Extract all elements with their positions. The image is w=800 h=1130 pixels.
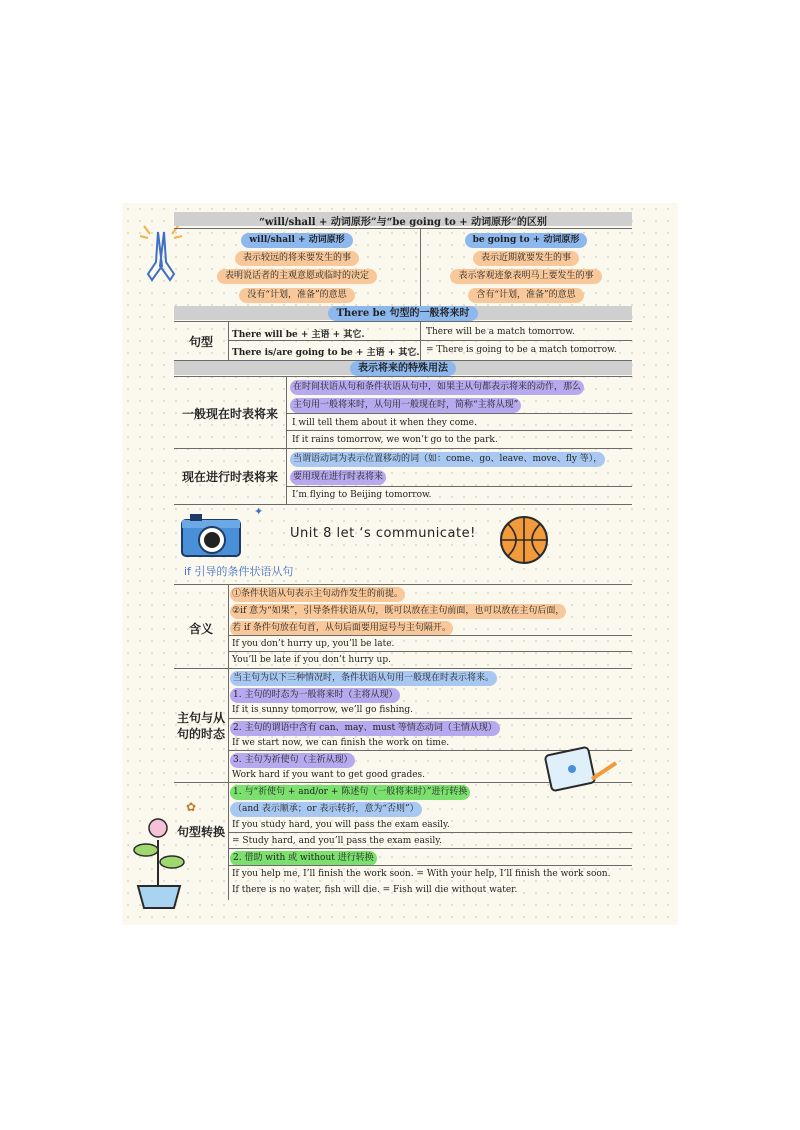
present-continuous-label: 现在进行时表将来 (181, 470, 278, 484)
meaning-line-1: ①条件状语从句表示主句动作发生的前提。 (230, 587, 405, 602)
present-continuous-example: I’m flying to Beijing tomorrow. (292, 490, 432, 500)
present-simple-rule-1: 在时间状语从句和条件状语从句中，如果主从句都表示将来的动作，那么 (290, 380, 584, 395)
meaning-line-2: ②if 意为“如果”，引导条件状语从句，既可以放在主句前面，也可以放在主句后面， (230, 604, 566, 619)
transform-example-1: If you study hard, you will pass the exam easily. (232, 820, 450, 830)
special-usage-title: 表示将来的特殊用法 (350, 361, 456, 376)
section-subtitle: if 引导的条件状语从句 (184, 565, 294, 578)
meaning-example-2: You’ll be late if you don’t hurry up. (232, 655, 391, 665)
present-continuous-rule-2: 要用现在进行时表将来 (290, 470, 386, 485)
going-row-2: 表示客观迹象表明马上要发生的事 (450, 269, 601, 284)
meaning-line-3: 若 if 条件句放在句首，从句后面要用逗号与主句隔开。 (230, 621, 453, 636)
meaning-label: 含义 (188, 622, 213, 636)
tense-intro: 当主句为以下三种情况时，条件状语从句用一般现在时表示将来。 (230, 671, 497, 686)
tablet-doodle-icon (542, 745, 620, 795)
transform-example-2: = Study hard, and you’ll pass the exam easily. (232, 836, 443, 846)
tense-label: 主句与从句的时态 (176, 711, 225, 741)
going-row-3: 含有“计划，准备”的意思 (468, 288, 583, 303)
comparison-title: “will/shall + 动词原形”与“be going to + 动词原形”的区别 (259, 217, 547, 228)
comparison-table (174, 210, 632, 305)
present-continuous-rule-1: 当谓语动词为表示位置移动的词（如：come、go、leave、move、fly 等）， (290, 452, 605, 467)
basketball-icon (498, 514, 550, 566)
pattern-1: There will be + 主语 + 其它. (232, 330, 365, 340)
tense-example-2: If we start now, we can finish the work on time. (232, 738, 450, 748)
tense-rule-1: 1. 主句的时态为一般将来时（主将从现） (230, 688, 400, 703)
present-simple-rule-2: 主句用一般将来时，从句用一般现在时，简称“主将从现” (290, 398, 521, 413)
transform-example-3: If you help me, I’ll finish the work soon. = With your help, I’ll finish the work soon. (232, 869, 611, 879)
transform-label: 句型转换 (176, 825, 225, 839)
transform-example-4: If there is no water, fish will die. = Fish will die without water. (232, 885, 518, 895)
present-simple-example-2: If it rains tomorrow, we won’t go to the park. (292, 435, 498, 445)
there-be-title: There be 句型的一般将来时 (328, 306, 477, 321)
present-simple-label: 一般现在时表将来 (181, 407, 278, 421)
unit-title: Unit 8 let ‘s communicate! (290, 526, 476, 541)
will-row-2: 表明说话者的主观意愿或临时的决定 (217, 269, 377, 284)
going-row-1: 表示近期就要发生的事 (473, 251, 579, 266)
pattern-example-1: There will be a match tomorrow. (426, 327, 575, 337)
camera-icon (178, 510, 244, 560)
tense-rule-2: 2. 主句的谓语中含有 can、may、must 等情态动词（主情从现） (230, 721, 500, 736)
pattern-2: There is/are going to be + 主语 + 其它. (232, 348, 420, 358)
potted-plant-icon (128, 800, 190, 912)
will-row-3: 没有“计划，准备”的意思 (239, 288, 354, 303)
tense-rule-3: 3. 主句为祈使句（主祈从现） (230, 753, 355, 768)
special-usage-table (174, 360, 632, 505)
transform-rule-2: 2. 借助 with 或 without 进行转换 (230, 851, 377, 866)
will-header: will/shall + 动词原形 (241, 233, 352, 248)
butterfly-icon: ✿ (186, 800, 197, 814)
going-to-header: be going to + 动词原形 (465, 233, 588, 248)
tense-example-3: Work hard if you want to get good grades. (232, 770, 426, 780)
transform-rule-1: 1. 与“祈使句 + and/or + 陈述句（一般将来时）”进行转换 (230, 785, 470, 800)
transform-rule-1-note: （and 表示顺承；or 表示转折，意为“否则”） (230, 802, 422, 817)
present-simple-example-1: I will tell them about it when they come. (292, 418, 477, 428)
pattern-label: 句型 (188, 335, 213, 349)
conditional-clause-table (174, 582, 632, 900)
will-row-1: 表示较远的将来要发生的事 (235, 251, 359, 266)
meaning-example-1: If you don’t hurry up, you’ll be late. (232, 639, 395, 649)
pattern-example-2: = There is going to be a match tomorrow. (426, 345, 617, 355)
tense-example-1: If it is sunny tomorrow, we’ll go fishing. (232, 705, 414, 715)
sparkle-icon: ✦ (254, 505, 264, 518)
there-be-table (174, 305, 632, 360)
